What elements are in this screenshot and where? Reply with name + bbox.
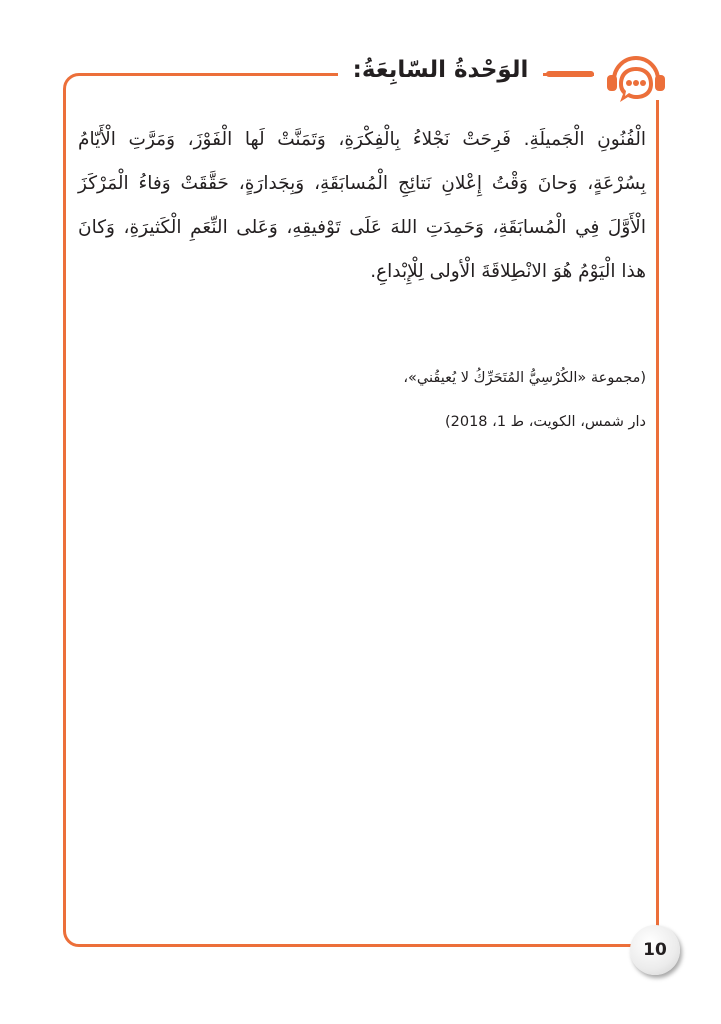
source-citation [78,356,646,444]
decorative-bar [546,71,594,77]
citation-line-2: دار شمس، الكويت، ط 1، 2018) [444,414,646,430]
citation-line-1: (مجموعة «الكُرْسِيُّ المُتَحَرِّكُ لا يُعيقُني»، [403,370,646,386]
chat-bubble-headset-icon [603,48,669,108]
unit-title: الوَحْدةُ السّابِعَةُ: [352,57,529,83]
story-paragraph: الْفُنُونِ الْجَميلَةِ. فَرِحَتْ نَجْلاءُ بِالْفِكْرَةِ، وَتَمَنَّتْ لَها الْفَوْزَ، وَمَرَّتِ الْأَيّامُ بِسُرْعَةٍ، وَحانَ وَقْتُ إِعْلانِ نَتائِجِ الْمُسابَقَةِ، وَبِجَدارَةٍ، حَقَّقَتْ وَفاءُ الْمَرْكَزَ الْأَوَّلَ فِي الْمُسابَقَةِ، وَحَمِدَتِ اللهَ عَلَى تَوْفيقِهِ، وَعَلى النِّعَمِ الْكَثيرَةِ، وَكانَ هذا الْيَوْمُ هُوَ الانْطِلاقَةَ الْأولى لِلْإِبْداعِ. [78,129,646,282]
page-number-badge: 10 [630,925,680,975]
